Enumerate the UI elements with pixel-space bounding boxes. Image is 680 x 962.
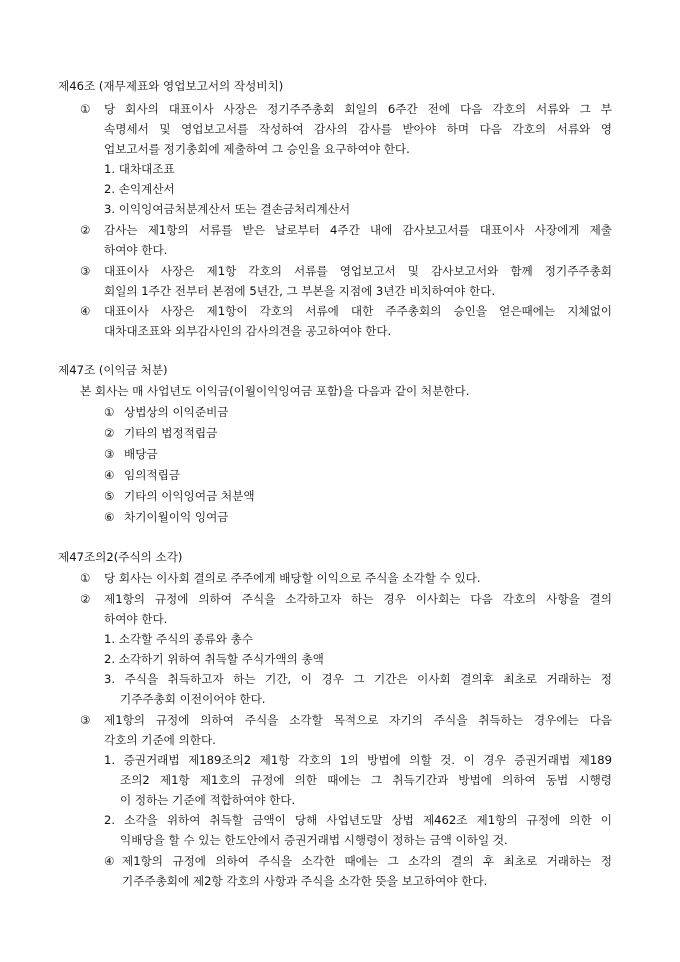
art47-intro: 본 회사는 매 사업년도 이익금(이월이익잉여금 포함)을 다음과 같이 처분한다.	[80, 384, 470, 398]
art47-item-6-text: 차기이월이익 잉여금	[124, 510, 229, 524]
art46-p3-number: ③	[80, 264, 91, 278]
art47-item-1-text: 상법상의 이익준비금	[124, 405, 229, 419]
art46-p2-number: ②	[80, 223, 91, 237]
art46-p1-line-3: 업보고서를 정기총회에 제출하여 그 승인을 요구하여야 한다.	[104, 142, 410, 156]
art46-p2-line-2: 하여야 한다.	[104, 243, 168, 257]
art47-item-5-text: 기타의 이익잉여금 처분액	[124, 489, 255, 503]
art47-item-4-text: 임의적립금	[124, 468, 180, 482]
art47-item-2-text: 기타의 법정적립금	[124, 426, 218, 440]
art46-p1-line-1: 당 회사의 대표이사 사장은 정기주주총회 회일의 6주간 전에 다음 각호의 서류와 그 부	[104, 102, 612, 116]
article-46-heading: 제46조 (재무제표와 영업보고서의 작성비치)	[58, 79, 284, 93]
art47-item-2-number: ②	[104, 426, 115, 440]
art47-2-p2-line-2: 하여야 한다.	[104, 612, 168, 626]
art47-2-p3-item-2-line-1: 2. 소각을 위하여 취득할 금액이 당해 사업년도말 상법 제462조 제1항의 규정에 의한 이	[104, 813, 612, 827]
art47-2-p3-number: ③	[80, 713, 91, 727]
art47-2-p4-line-2: 기주주총회에 제2항 각호의 사항과 주식을 소각한 뜻을 보고하여야 한다.	[122, 874, 488, 888]
article-47-2-heading: 제47조의2(주식의 소각)	[58, 550, 183, 564]
art46-p1-number: ①	[80, 102, 91, 116]
art47-item-4-number: ④	[104, 468, 115, 482]
art47-2-p2-item-1: 1. 소각할 주식의 종류와 총수	[104, 632, 253, 646]
art47-item-3-text: 배당금	[124, 447, 158, 461]
art46-p2-line-1: 감사는 제1항의 서류를 받은 날로부터 4주간 내에 감사보고서를 대표이사 사장에게 제출	[104, 223, 612, 237]
art46-p4-line-1: 대표이사 사장은 제1항이 각호의 서류에 대한 주주총회의 승인을 얻은때에는 지체없이	[104, 304, 612, 318]
art47-2-p1-number: ①	[80, 571, 91, 585]
art47-2-p3-item-1-line-3: 이 정하는 기준에 적합하여야 한다.	[120, 793, 296, 807]
art47-2-p2-item-3-line-1: 3. 주식을 취득하고자 하는 기간, 이 경우 그 기간은 이사회 결의후 최초로 거래하는 정	[104, 672, 612, 686]
art46-p1-line-2: 속명세서 및 영업보고서를 작성하여 감사의 감사를 받아야 하며 다음 각호의 서류와 영	[104, 122, 612, 136]
art47-item-5-number: ⑤	[104, 489, 115, 503]
art46-p3-line-1: 대표이사 사장은 제1항 각호의 서류를 영업보고서 및 감사보고서와 함께 정기주주총회	[104, 264, 613, 278]
art46-p4-line-2: 대차대조표와 외부감사인의 감사의견을 공고하여야 한다.	[104, 324, 392, 338]
art46-p4-number: ④	[80, 304, 91, 318]
art47-2-p2-number: ②	[80, 592, 91, 606]
art47-2-p3-item-1-line-2: 조의2 제1항 제1호의 규정에 의한 때에는 그 취득기간과 방법에 의하여 동법 시행령	[120, 773, 612, 787]
art47-2-p3-item-1-line-1: 1. 증권거래법 제189조의2 제1항 각호의 1의 방법에 의할 것. 이 경우 증권거래법 제189	[104, 753, 612, 767]
art46-p3-line-2: 회일의 1주간 전부터 본점에 5년간, 그 부본을 지점에 3년간 비치하여야 한다.	[104, 284, 496, 298]
art47-2-p3-line-2: 각호의 기준에 의한다.	[104, 733, 216, 747]
art47-2-p2-item-3-line-2: 기주주총회 이전이어야 한다.	[120, 692, 266, 706]
art47-2-p2-item-2: 2. 소각하기 위하여 취득할 주식가액의 총액	[104, 652, 324, 666]
art46-p1-item-3: 3. 이익잉여금처분계산서 또는 결손금처리계산서	[104, 202, 351, 216]
art47-2-p1-line-1: 당 회사는 이사회 결의로 주주에게 배당할 이익으로 주식을 소각할 수 있다.	[104, 571, 481, 585]
article-47-heading: 제47조 (이익금 처분)	[58, 363, 168, 377]
art47-2-p3-item-2-line-2: 익배당을 할 수 있는 한도안에서 증권거래법 시행령이 정하는 금액 이하일 것.	[120, 833, 508, 847]
art47-item-1-number: ①	[104, 405, 115, 419]
art47-2-p4-line-1: 제1항의 규정에 의하여 주식을 소각한 때에는 그 소각의 결의 후 최초로 거래하는 정	[122, 854, 612, 868]
art47-2-p4-number: ④	[104, 854, 115, 868]
art46-p1-item-1: 1. 대차대조표	[104, 162, 175, 176]
art47-item-6-number: ⑥	[104, 510, 115, 524]
art47-2-p3-line-1: 제1항의 규정에 의하여 주식을 소각할 목적으로 자기의 주식을 취득하는 경우에는 다음	[104, 713, 612, 727]
art47-item-3-number: ③	[104, 447, 115, 461]
art47-2-p2-line-1: 제1항의 규정에 의하여 주식을 소각하고자 하는 경우 이사회는 다음 각호의 사항을 결의	[104, 592, 612, 606]
art46-p1-item-2: 2. 손익계산서	[104, 182, 175, 196]
